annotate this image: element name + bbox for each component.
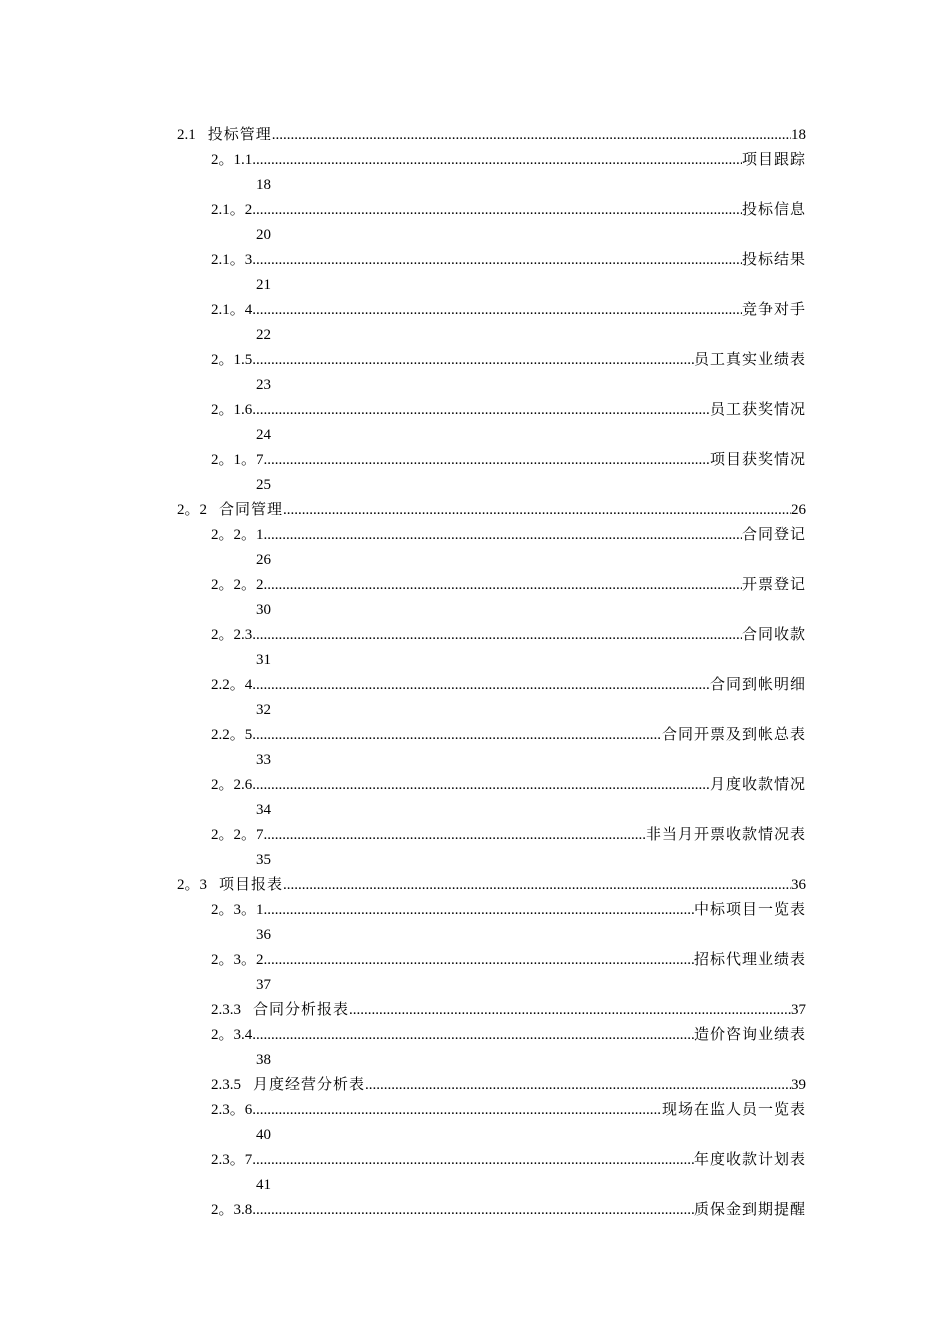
toc-entry-title: 月度收款情况 <box>709 777 806 793</box>
toc-entry-line[interactable] <box>177 123 806 148</box>
toc-entry-number: 2。1.5 <box>211 352 253 368</box>
toc-entry[interactable] <box>0 823 950 848</box>
toc-entry-title: 月度经营分析表 <box>253 1077 366 1093</box>
toc-entry[interactable] <box>0 1023 950 1048</box>
toc-entry-line[interactable] <box>211 1148 806 1173</box>
toc-entry-line[interactable] <box>177 498 806 523</box>
toc-dot-leader <box>252 623 742 648</box>
toc-dot-leader <box>252 1198 694 1223</box>
toc-page-number: 26 <box>256 552 271 568</box>
toc-page-number: 22 <box>256 327 271 343</box>
toc-entry-title: 竞争对手 <box>741 302 806 318</box>
toc-entry-title: 合同收款 <box>741 627 806 643</box>
toc-page-number: 18 <box>256 177 271 193</box>
toc-wrapped-page-row <box>0 423 950 448</box>
toc-wrapped-page-row <box>0 748 950 773</box>
toc-dot-leader <box>252 148 742 173</box>
toc-entry-title: 投标结果 <box>741 252 806 268</box>
toc-page-number: 20 <box>256 227 271 243</box>
toc-entry-line[interactable] <box>211 723 806 748</box>
toc-entry-title: 合同分析报表 <box>253 1002 350 1018</box>
toc-entry-number: 2。2。2 <box>211 577 264 593</box>
toc-dot-leader <box>252 348 694 373</box>
toc-entry-line[interactable] <box>211 1098 806 1123</box>
toc-dot-leader <box>252 1148 694 1173</box>
toc-dot-leader <box>252 723 662 748</box>
toc-entry-title: 招标代理业绩表 <box>693 952 806 968</box>
toc-entry-line[interactable] <box>211 773 806 798</box>
toc-entry-number: 2。3。1 <box>211 902 264 918</box>
toc-entry[interactable] <box>0 248 950 273</box>
toc-page-number: 37 <box>256 977 271 993</box>
toc-dot-leader <box>252 198 742 223</box>
toc-entry-number: 2。2.3 <box>211 627 253 643</box>
toc-page-number: 35 <box>256 852 271 868</box>
toc-wrapped-page-row <box>0 273 950 298</box>
toc-page-number: 24 <box>256 427 271 443</box>
toc-dot-leader <box>272 123 791 148</box>
toc-wrapped-page-row <box>0 598 950 623</box>
toc-entry[interactable] <box>0 523 950 548</box>
toc-entry[interactable] <box>0 773 950 798</box>
toc-entry-title: 现场在监人员一览表 <box>661 1102 806 1118</box>
toc-entry[interactable] <box>0 198 950 223</box>
toc-entry[interactable] <box>0 898 950 923</box>
toc-page-number: 37 <box>791 1002 806 1018</box>
toc-dot-leader <box>252 1098 662 1123</box>
toc-entry-title: 合同管理 <box>219 502 284 518</box>
toc-dot-leader <box>264 573 742 598</box>
toc-entry[interactable] <box>0 623 950 648</box>
toc-entry-number: 2。3。2 <box>211 952 264 968</box>
toc-entry-line[interactable] <box>211 673 806 698</box>
toc-entry-title: 合同登记 <box>741 527 806 543</box>
toc-entry-number: 2。1.6 <box>211 402 253 418</box>
toc-entry[interactable] <box>0 673 950 698</box>
toc-entry-number: 2.1。3 <box>211 252 253 268</box>
toc-wrapped-page-row <box>0 973 950 998</box>
toc-wrapped-page-row <box>0 798 950 823</box>
toc-entry-title: 项目报表 <box>219 877 284 893</box>
toc-entry-title: 开票登记 <box>741 577 806 593</box>
toc-entry-title: 投标管理 <box>207 127 272 143</box>
toc-entry[interactable] <box>0 148 950 173</box>
toc-entry-line[interactable] <box>211 298 806 323</box>
toc-entry-line[interactable] <box>211 1198 806 1223</box>
toc-dot-leader <box>252 298 742 323</box>
toc-entry-line[interactable] <box>211 198 806 223</box>
toc-entry-number: 2。3 <box>177 877 208 893</box>
toc-dot-leader <box>264 823 646 848</box>
toc-entry-line[interactable] <box>211 1023 806 1048</box>
toc-entry-number: 2.3。6 <box>211 1102 253 1118</box>
toc-entry-title: 投标信息 <box>741 202 806 218</box>
toc-page-number: 39 <box>791 1077 806 1093</box>
toc-entry-title: 合同开票及到帐总表 <box>661 727 806 743</box>
toc-entry-number: 2.1 <box>177 127 196 143</box>
toc-entry-line[interactable] <box>211 948 806 973</box>
toc-entry-number: 2。2。1 <box>211 527 264 543</box>
toc-wrapped-page-row <box>0 1048 950 1073</box>
toc-wrapped-page-row <box>0 173 950 198</box>
toc-entry-line[interactable] <box>211 623 806 648</box>
toc-entry[interactable] <box>0 398 950 423</box>
toc-entry-title: 员工获奖情况 <box>709 402 806 418</box>
toc-entry[interactable] <box>0 448 950 473</box>
toc-page-number: 18 <box>791 127 806 143</box>
toc-dot-leader <box>264 523 742 548</box>
toc-page-number: 40 <box>256 1127 271 1143</box>
toc-dot-leader <box>264 948 694 973</box>
toc-wrapped-page-row <box>0 1173 950 1198</box>
toc-dot-leader <box>283 873 791 898</box>
toc-entry-number: 2.1。2 <box>211 202 253 218</box>
toc-entry-number: 2。2。7 <box>211 827 264 843</box>
toc-entry-title: 造价咨询业绩表 <box>693 1027 806 1043</box>
toc-wrapped-page-row <box>0 373 950 398</box>
toc-page-number: 41 <box>256 1177 271 1193</box>
toc-entry-line[interactable] <box>211 448 806 473</box>
toc-page-number: 23 <box>256 377 271 393</box>
toc-dot-leader <box>349 998 791 1023</box>
toc-entry-title: 项目跟踪 <box>741 152 806 168</box>
toc-entry-number: 2.3.5 <box>211 1077 241 1093</box>
toc-entry[interactable] <box>0 348 950 373</box>
toc-page-number: 32 <box>256 702 271 718</box>
toc-entry-line[interactable] <box>211 148 806 173</box>
toc-entry-line[interactable] <box>211 523 806 548</box>
toc-entry-line[interactable] <box>211 248 806 273</box>
toc-page-number: 36 <box>791 877 806 893</box>
toc-entry-title: 中标项目一览表 <box>693 902 806 918</box>
toc-entry[interactable] <box>0 873 950 898</box>
toc-wrapped-page-row <box>0 473 950 498</box>
toc-dot-leader <box>365 1073 791 1098</box>
toc-entry-line[interactable] <box>211 573 806 598</box>
toc-page-number: 33 <box>256 752 271 768</box>
toc-dot-leader <box>252 673 710 698</box>
toc-wrapped-page-row <box>0 648 950 673</box>
toc-wrapped-page-row <box>0 1123 950 1148</box>
toc-entry[interactable] <box>0 123 950 148</box>
toc-entry[interactable] <box>0 1098 950 1123</box>
toc-wrapped-page-row <box>0 698 950 723</box>
toc-entry[interactable] <box>0 1073 950 1098</box>
toc-entry-title: 合同到帐明细 <box>709 677 806 693</box>
toc-entry-line[interactable] <box>211 898 806 923</box>
table-of-contents <box>0 123 950 1223</box>
toc-entry[interactable] <box>0 573 950 598</box>
toc-entry[interactable] <box>0 723 950 748</box>
toc-entry-line[interactable] <box>177 873 806 898</box>
toc-page-number: 25 <box>256 477 271 493</box>
toc-wrapped-page-row <box>0 323 950 348</box>
toc-dot-leader <box>264 898 694 923</box>
toc-entry[interactable] <box>0 298 950 323</box>
toc-entry-number: 2。1.1 <box>211 152 253 168</box>
toc-entry-line[interactable] <box>211 823 806 848</box>
toc-entry-number: 2。3.8 <box>211 1202 253 1218</box>
toc-dot-leader <box>252 398 710 423</box>
toc-entry-line[interactable] <box>211 998 806 1023</box>
toc-page-number: 31 <box>256 652 271 668</box>
toc-page-number: 30 <box>256 602 271 618</box>
toc-entry-number: 2.3.3 <box>211 1002 241 1018</box>
toc-dot-leader <box>283 498 791 523</box>
toc-dot-leader <box>264 448 710 473</box>
toc-wrapped-page-row <box>0 848 950 873</box>
toc-entry[interactable] <box>0 1148 950 1173</box>
toc-entry-number: 2。2 <box>177 502 208 518</box>
toc-entry-line[interactable] <box>211 1073 806 1098</box>
toc-dot-leader <box>252 248 742 273</box>
toc-page-number: 21 <box>256 277 271 293</box>
toc-entry[interactable] <box>0 998 950 1023</box>
toc-entry-line[interactable] <box>211 348 806 373</box>
toc-entry-number: 2。3.4 <box>211 1027 253 1043</box>
toc-wrapped-page-row <box>0 223 950 248</box>
toc-entry-number: 2。1。7 <box>211 452 264 468</box>
toc-entry-title: 质保金到期提醒 <box>693 1202 806 1218</box>
toc-entry-number: 2。2.6 <box>211 777 253 793</box>
toc-entry[interactable] <box>0 1198 950 1223</box>
toc-entry-number: 2.2。4 <box>211 677 253 693</box>
toc-page-number: 34 <box>256 802 271 818</box>
toc-page-number: 38 <box>256 1052 271 1068</box>
toc-entry-title: 项目获奖情况 <box>709 452 806 468</box>
toc-entry-title: 员工真实业绩表 <box>693 352 806 368</box>
toc-entry-title: 非当月开票收款情况表 <box>645 827 806 843</box>
toc-entry[interactable] <box>0 948 950 973</box>
toc-entry-number: 2.3。7 <box>211 1152 253 1168</box>
toc-page-number: 26 <box>791 502 806 518</box>
toc-dot-leader <box>252 773 710 798</box>
toc-entry[interactable] <box>0 498 950 523</box>
toc-wrapped-page-row <box>0 923 950 948</box>
toc-entry-title: 年度收款计划表 <box>693 1152 806 1168</box>
toc-wrapped-page-row <box>0 548 950 573</box>
toc-entry-number: 2.1。4 <box>211 302 253 318</box>
toc-entry-number: 2.2。5 <box>211 727 253 743</box>
toc-entry-line[interactable] <box>211 398 806 423</box>
toc-dot-leader <box>252 1023 694 1048</box>
toc-page-number: 36 <box>256 927 271 943</box>
